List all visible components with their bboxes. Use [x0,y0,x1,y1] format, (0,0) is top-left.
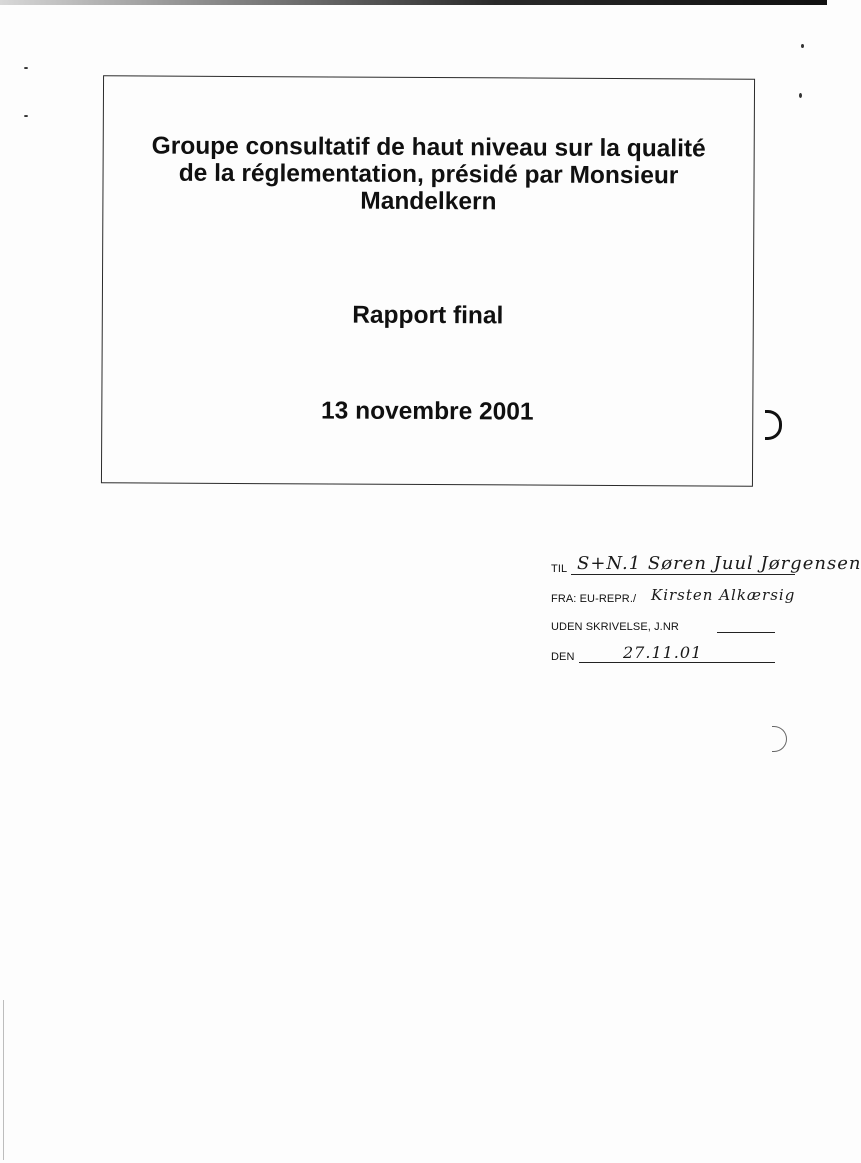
til-label: TIL [551,563,568,575]
til-line [571,574,795,575]
title-line-3: Mandelkern [360,187,497,216]
scan-top-edge [0,0,827,5]
stamp-row-den [551,643,827,663]
scan-left-edge [3,1000,4,1160]
jnr-line [717,632,775,633]
den-handwriting: 27.11.01 [623,643,703,662]
den-label: DEN [551,651,575,663]
scan-speck [799,93,802,98]
til-handwriting: S+N.1 Søren Juul Jørgensen [577,553,861,574]
document-title [103,132,753,216]
routing-stamp [551,530,861,680]
report-label: Rapport final [352,301,504,330]
title-line-1: Groupe consultatif de haut niveau sur la qualité [151,132,706,163]
fra-label: FRA: EU-REPR./ [551,593,637,605]
den-line [579,662,775,663]
scan-speck [801,44,804,48]
scan-speck [24,67,28,69]
punch-hole-mark [765,410,782,440]
report-date: 13 novembre 2001 [321,397,534,426]
uden-label: UDEN SKRIVELSE, J.NR [551,621,679,633]
title-line-2: de la réglementation, présidé par Monsieur [178,159,679,190]
scan-speck [24,115,28,117]
stamp-row-til [551,553,861,575]
stamp-row-fra [551,585,827,605]
punch-hole-mark [772,726,787,752]
stamp-row-uden [551,613,827,633]
title-box [101,75,755,486]
fra-handwriting: Kirsten Alkærsig [651,586,796,604]
